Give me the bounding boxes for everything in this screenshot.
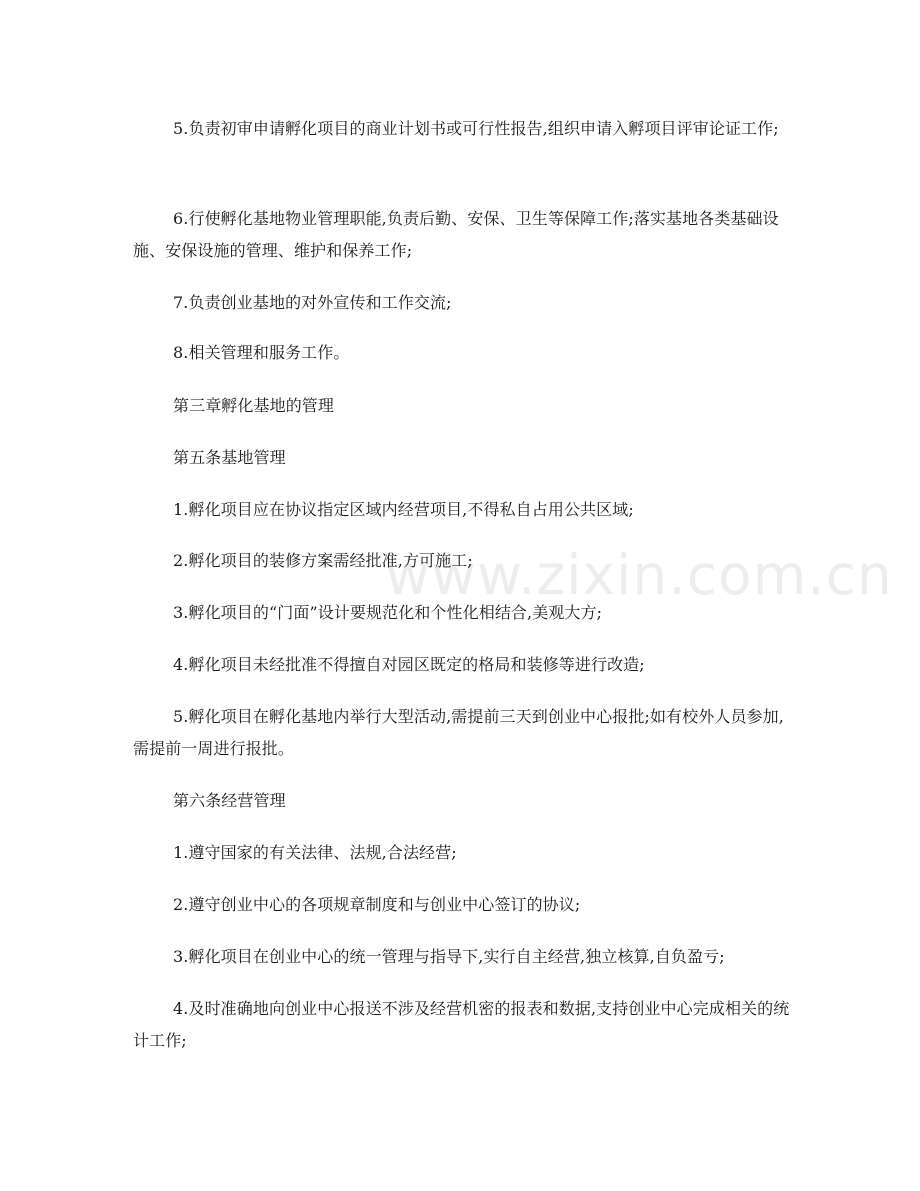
paragraph-base-4: 4.孵化项目未经批准不得擅自对园区既定的格局和装修等进行改造; bbox=[173, 655, 645, 674]
paragraph-business-2: 2.遵守创业中心的各项规章制度和与创业中心签订的协议; bbox=[173, 895, 581, 914]
paragraph-base-3: 3.孵化项目的“门面”设计要规范化和个性化相结合,美观大方; bbox=[173, 603, 603, 622]
paragraph-item-5-review: 5.负责初审申请孵化项目的商业计划书或可行性报告,组织申请入孵项目评审论证工作; bbox=[173, 119, 779, 138]
paragraph-item-8-services: 8.相关管理和服务工作。 bbox=[173, 343, 350, 362]
paragraph-base-1: 1.孵化项目应在协议指定区域内经营项目,不得私自占用公共区域; bbox=[173, 500, 634, 519]
paragraph-item-7-publicity: 7.负责创业基地的对外宣传和工作交流; bbox=[173, 293, 452, 312]
paragraph-business-3: 3.孵化项目在创业中心的统一管理与指导下,实行自主经营,独立核算,自负盈亏; bbox=[173, 947, 725, 966]
chapter-heading: 第三章孵化基地的管理 bbox=[173, 396, 335, 415]
paragraph-base-5: 5.孵化项目在孵化基地内举行大型活动,需提前三天到创业中心报批;如有校外人员参加,需提前一周进行报批。 bbox=[133, 707, 784, 758]
article-heading-base-management: 第五条基地管理 bbox=[173, 448, 286, 467]
paragraph-business-4: 4.及时准确地向创业中心报送不涉及经营机密的报表和数据,支持创业中心完成相关的统计工作; bbox=[133, 999, 790, 1050]
paragraph-business-1: 1.遵守国家的有关法律、法规,合法经营; bbox=[173, 843, 457, 862]
paragraph-item-6-property: 6.行使孵化基地物业管理职能,负责后勤、安保、卫生等保障工作;落实基地各类基础设施、安保设施的管理、维护和保养工作; bbox=[133, 209, 779, 260]
article-heading-business-management: 第六条经营管理 bbox=[173, 791, 286, 810]
paragraph-base-2: 2.孵化项目的装修方案需经批准,方可施工; bbox=[173, 551, 473, 570]
watermark: www.zixin.com.cn bbox=[385, 543, 893, 607]
